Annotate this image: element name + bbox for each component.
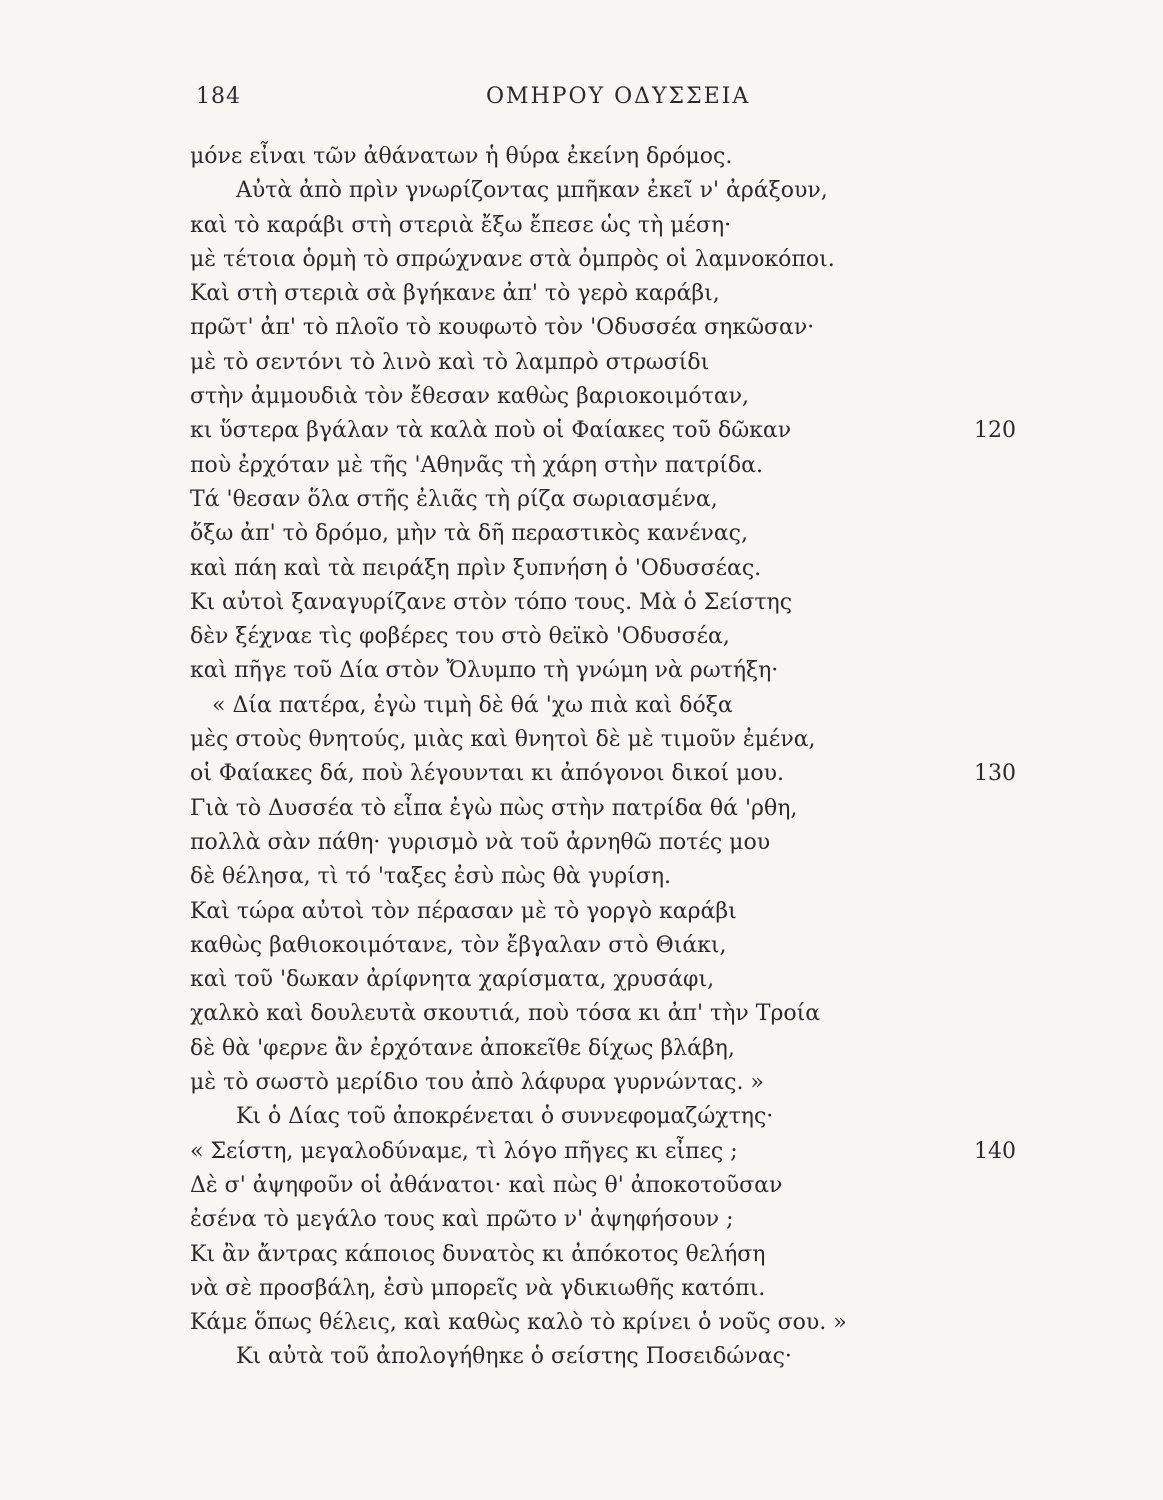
verse-line: [0, 1169, 1163, 1203]
verse-line-text: μόνε εἶναι τῶν ἀθάνατων ἡ θύρα ἐκείνη δρόμος.: [190, 144, 733, 169]
verse-line: [0, 1272, 1163, 1306]
verse-line: [0, 1306, 1163, 1340]
running-title: ΟΜΗΡΟΥ ΟΔΥΣΣΕΙΑ: [486, 84, 751, 109]
verse-line: [0, 1238, 1163, 1272]
verse-line: [0, 1340, 1163, 1374]
verse-line: [0, 243, 1163, 277]
verse-line-text: καὶ τοῦ 'δωκαν ἀρίφνητα χαρίσματα, χρυσάφι,: [190, 967, 715, 993]
verse-line: [0, 552, 1163, 586]
verse-line: [0, 963, 1163, 997]
verse-line: [0, 414, 1163, 448]
verse-line: [0, 997, 1163, 1031]
verse-line-text: Κάμε ὅπως θέλεις, καὶ καθὼς καλὸ τὸ κρίνει ὁ νοῦς σου. »: [190, 1310, 847, 1336]
verse-line-text: καθὼς βαθιοκοιμότανε, τὸν ἔβγαλαν στὸ Θιάκι,: [190, 932, 727, 958]
verse-line: [0, 1135, 1163, 1169]
verse-line-text: καὶ τὸ καράβι στὴ στεριὰ ἔξω ἔπεσε ὡς τὴ μέση·: [190, 212, 732, 238]
verse-line: [0, 929, 1163, 963]
verse-line-text: στὴν ἀμμουδιὰ τὸν ἔθεσαν καθὼς βαριοκοιμόταν,: [190, 384, 750, 410]
verse-line: [0, 1100, 1163, 1134]
line-number: 140: [974, 1138, 1016, 1164]
verse-line-text: Κι ὁ Δίας τοῦ ἀποκρένεται ὁ συννεφομαζώχτης·: [236, 1104, 774, 1130]
verse-line: [0, 140, 1163, 174]
verse-line-text: Κι ἂν ἄντρας κάποιος δυνατὸς κι ἀπόκοτος θελήση: [190, 1241, 766, 1267]
verse-line-text: καὶ πῆγε τοῦ Δία στὸν Ὄλυμπο τὴ γνώμη νὰ ρωτήξη·: [190, 658, 779, 684]
verse-line: [0, 1032, 1163, 1066]
verse-line-text: Καὶ στὴ στεριὰ σὰ βγήκανε ἀπ' τὸ γερὸ καράβι,: [190, 281, 720, 307]
verse-line: [0, 1066, 1163, 1100]
verse-line: [0, 449, 1163, 483]
page-number: 184: [196, 84, 241, 109]
verse-line: [0, 895, 1163, 929]
verse-line: [0, 346, 1163, 380]
verse-line-text: ἐσένα τὸ μεγάλο τους καὶ πρῶτο ν' ἀψηφήσουν ;: [190, 1207, 734, 1233]
verse-line-text: μὲ τὸ σωστὸ μερίδιο του ἀπὸ λάφυρα γυρνώντας. »: [190, 1070, 764, 1096]
verse-line-text: μὲ τέτοια ὁρμὴ τὸ σπρώχνανε στὰ ὀμπρὸς οἱ λαμνοκόποι.: [190, 246, 835, 272]
verse-line-text: « Σείστη, μεγαλοδύναμε, τὶ λόγο πῆγες κι εἶπες ;: [190, 1138, 738, 1164]
verse-line-text: Δὲ σ' ἀψηφοῦν οἱ ἀθάνατοι· καὶ πὼς θ' ἀποκοτοῦσαν: [190, 1172, 783, 1198]
verse-line: [0, 174, 1163, 208]
verse-line: [0, 792, 1163, 826]
verse-line-text: χαλκὸ καὶ δουλευτὰ σκουτιά, ποὺ τόσα κι ἀπ' τὴν Τροία: [190, 1001, 821, 1027]
verse-line: [0, 517, 1163, 551]
verse-line-text: Κι αὐτοὶ ξαναγυρίζανε στὸν τόπο τους. Μὰ ὁ Σείστης: [190, 589, 793, 615]
verse-line-text: ποὺ ἐρχόταν μὲ τῆς 'Αθηνᾶς τὴ χάρη στὴν πατρίδα.: [190, 452, 763, 478]
verse-line: [0, 620, 1163, 654]
verse-line-text: « Δία πατέρα, ἐγὼ τιμὴ δὲ θά 'χω πιὰ καὶ δόξα: [212, 692, 733, 718]
verse-line: [0, 277, 1163, 311]
verse-line: [0, 723, 1163, 757]
verse-line-text: μὲς στοὺς θνητούς, μιὰς καὶ θνητοὶ δὲ μὲ τιμοῦν ἐμένα,: [190, 727, 816, 753]
verse-line-text: νὰ σὲ προσβάλη, ἐσὺ μπορεῖς νὰ γδικιωθῆς κατόπι.: [190, 1275, 766, 1301]
line-number: 120: [974, 418, 1016, 444]
verse-line-text: καὶ πάη καὶ τὰ πειράξη πρὶν ξυπνήση ὁ 'Οδυσσέας.: [190, 555, 762, 581]
verse-line-text: μὲ τὸ σεντόνι τὸ λινὸ καὶ τὸ λαμπρὸ στρωσίδι: [190, 349, 710, 375]
line-number: 130: [974, 761, 1016, 787]
verse-line: [0, 757, 1163, 791]
verse-line-text: Αὐτὰ ἀπὸ πρὶν γνωρίζοντας μπῆκαν ἐκεῖ ν' ἀράξουν,: [236, 178, 828, 204]
verse-body: [0, 140, 1163, 1375]
verse-line-text: ὄξω ἀπ' τὸ δρόμο, μὴν τὰ δῆ περαστικὸς κανένας,: [190, 521, 748, 547]
verse-line-text: κι ὕστερα βγάλαν τὰ καλὰ ποὺ οἱ Φαίακες τοῦ δῶκαν: [190, 418, 792, 444]
verse-line-text: πολλὰ σὰν πάθη· γυρισμὸ νὰ τοῦ ἀρνηθῶ ποτές μου: [190, 829, 771, 855]
verse-line: [0, 209, 1163, 243]
verse-line-text: δὲν ξέχναε τὶς φοβέρες του στὸ θεϊκὸ 'Οδυσσέα,: [190, 624, 730, 650]
verse-line-text: Γιὰ τὸ Δυσσέα τὸ εἶπα ἐγὼ πὼς στὴν πατρίδα θά 'ρθη,: [190, 795, 798, 821]
verse-line-text: οἱ Φαίακες δά, ποὺ λέγουνται κι ἀπόγονοι δικοί μου.: [190, 761, 784, 787]
verse-line-text: Κι αὐτὰ τοῦ ἀπολογήθηκε ὁ σείστης Ποσειδώνας·: [236, 1344, 792, 1370]
page-header: [0, 84, 1163, 120]
verse-line: [0, 826, 1163, 860]
verse-line: [0, 689, 1163, 723]
verse-line-text: δὲ θὰ 'φερνε ἂν ἐρχότανε ἀποκεῖθε δίχως βλάβη,: [190, 1035, 735, 1061]
verse-line: [0, 483, 1163, 517]
verse-line-text: δὲ θέλησα, τὶ τό 'ταξες ἐσὺ πὼς θὰ γυρίση.: [190, 864, 672, 890]
verse-line: [0, 1203, 1163, 1237]
verse-line-text: Τά 'θεσαν ὅλα στῆς ἐλιᾶς τὴ ρίζα σωριασμένα,: [190, 486, 718, 512]
verse-line: [0, 860, 1163, 894]
verse-line-text: Καὶ τώρα αὐτοὶ τὸν πέρασαν μὲ τὸ γοργὸ καράβι: [190, 898, 737, 924]
verse-line: [0, 311, 1163, 345]
verse-line: [0, 654, 1163, 688]
verse-line: [0, 586, 1163, 620]
verse-line-text: πρῶτ' ἀπ' τὸ πλοῖο τὸ κουφωτὸ τὸν 'Οδυσσέα σηκῶσαν·: [190, 315, 815, 341]
verse-line: [0, 380, 1163, 414]
